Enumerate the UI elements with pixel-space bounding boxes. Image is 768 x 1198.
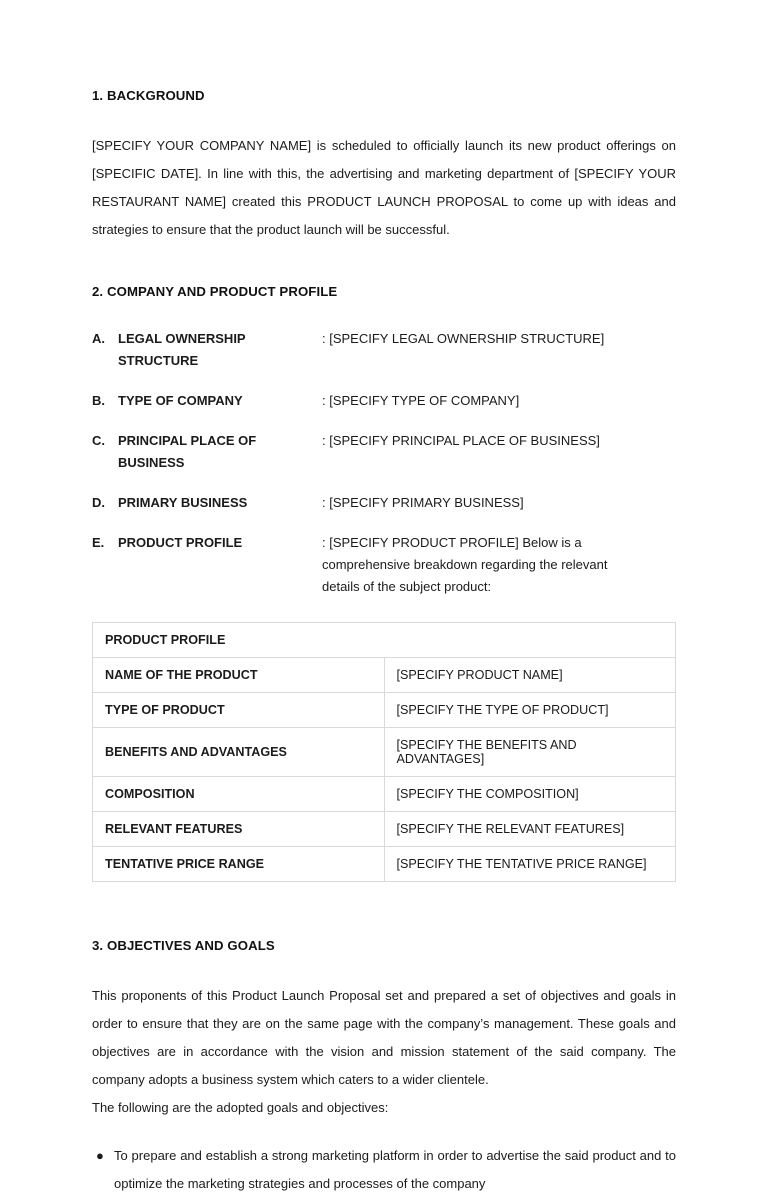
table-row [93,692,676,727]
table-cell-key: COMPOSITION [93,776,385,811]
spacer [92,1122,676,1142]
list-item-value: : [SPECIFY PRODUCT PROFILE] Below is a comprehensive breakdown regarding the relevant details of the subject product: [322,534,608,594]
list-item-value: : [SPECIFY LEGAL OWNERSHIP STRUCTURE] [322,330,605,346]
list-item [92,1142,676,1198]
background-paragraph: [SPECIFY YOUR COMPANY NAME] is scheduled to officially launch its new product offerings on [SPECIFIC DATE]. In line with this, the advertising and marketing department of [SPECIFY YOUR RESTAURANT NAME] created this PRODUCT LAUNCH PROPOSAL to come up with ideas and strategies to ensure that the product launch will be successful. [92,137,676,237]
table-row [93,846,676,881]
table-row [93,776,676,811]
table-cell-value: [SPECIFY PRODUCT NAME] [384,657,676,692]
section-heading-background: 1. BACKGROUND [92,88,205,103]
list-item-letter: A. [92,330,105,346]
list-item [92,328,676,372]
company-profile-list [92,328,676,598]
list-item-letter: D. [92,494,105,510]
list-item-label: TYPE OF COMPANY [118,392,243,408]
objectives-intro-line: The following are the adopted goals and objectives: [92,1099,389,1115]
table-cell-value: [SPECIFY THE RELEVANT FEATURES] [384,811,676,846]
list-item-value: : [SPECIFY PRINCIPAL PLACE OF BUSINESS] [322,432,600,448]
list-item-value: : [SPECIFY PRIMARY BUSINESS] [322,494,524,510]
section-heading-company-and-product-profile: 2. COMPANY AND PRODUCT PROFILE [92,283,338,299]
bullet-icon: ● [96,1147,104,1163]
table-header-row [93,622,676,657]
table-cell-key: TENTATIVE PRICE RANGE [93,846,385,881]
spacer [92,922,676,938]
table-cell-key: NAME OF THE PRODUCT [93,657,385,692]
list-item-value: : [SPECIFY TYPE OF COMPANY] [322,392,520,408]
list-item-text: To prepare and establish a strong marketing platform in order to advertise the said product and to optimize the marketing strategies and processes of the company [114,1147,676,1191]
product-profile-table [92,622,676,882]
list-item-letter: B. [92,392,105,408]
section-heading-objectives-and-goals: 3. OBJECTIVES AND GOALS [92,937,275,953]
table-header-cell: PRODUCT PROFILE [93,622,676,657]
table-row [93,811,676,846]
table-row [93,727,676,776]
spacer [92,244,676,284]
table-cell-key: TYPE OF PRODUCT [93,692,385,727]
list-item [92,390,676,412]
list-item-label: PRINCIPAL PLACE OF BUSINESS [118,432,257,470]
spacer [92,598,676,622]
list-item [92,532,676,598]
spacer [92,954,676,982]
list-item [92,492,676,514]
spacer [92,104,676,132]
spacer [92,882,676,922]
table-cell-key: RELEVANT FEATURES [93,811,385,846]
objectives-paragraph: This proponents of this Product Launch Proposal set and prepared a set of objectives and goals in order to ensure that they are on the same page with the company’s management. These goals and objectives are in accordance with the vision and mission statement of the said company. The company adopts a business system which caters to a wider clientele. [92,987,676,1087]
list-item [92,430,676,474]
objectives-bullet-list [92,1142,676,1198]
table-cell-value: [SPECIFY THE COMPOSITION] [384,776,676,811]
table-cell-value: [SPECIFY THE BENEFITS AND ADVANTAGES] [384,727,676,776]
table-cell-key: BENEFITS AND ADVANTAGES [93,727,385,776]
list-item-label: LEGAL OWNERSHIP STRUCTURE [118,330,246,368]
table-row [93,657,676,692]
document-body [92,88,676,1198]
list-item-label: PRIMARY BUSINESS [118,494,248,510]
list-item-letter: C. [92,432,105,448]
list-item-label: PRODUCT PROFILE [118,534,243,550]
list-item-letter: E. [92,534,105,550]
table-cell-value: [SPECIFY THE TYPE OF PRODUCT] [384,692,676,727]
spacer [92,300,676,328]
table-cell-value: [SPECIFY THE TENTATIVE PRICE RANGE] [384,846,676,881]
